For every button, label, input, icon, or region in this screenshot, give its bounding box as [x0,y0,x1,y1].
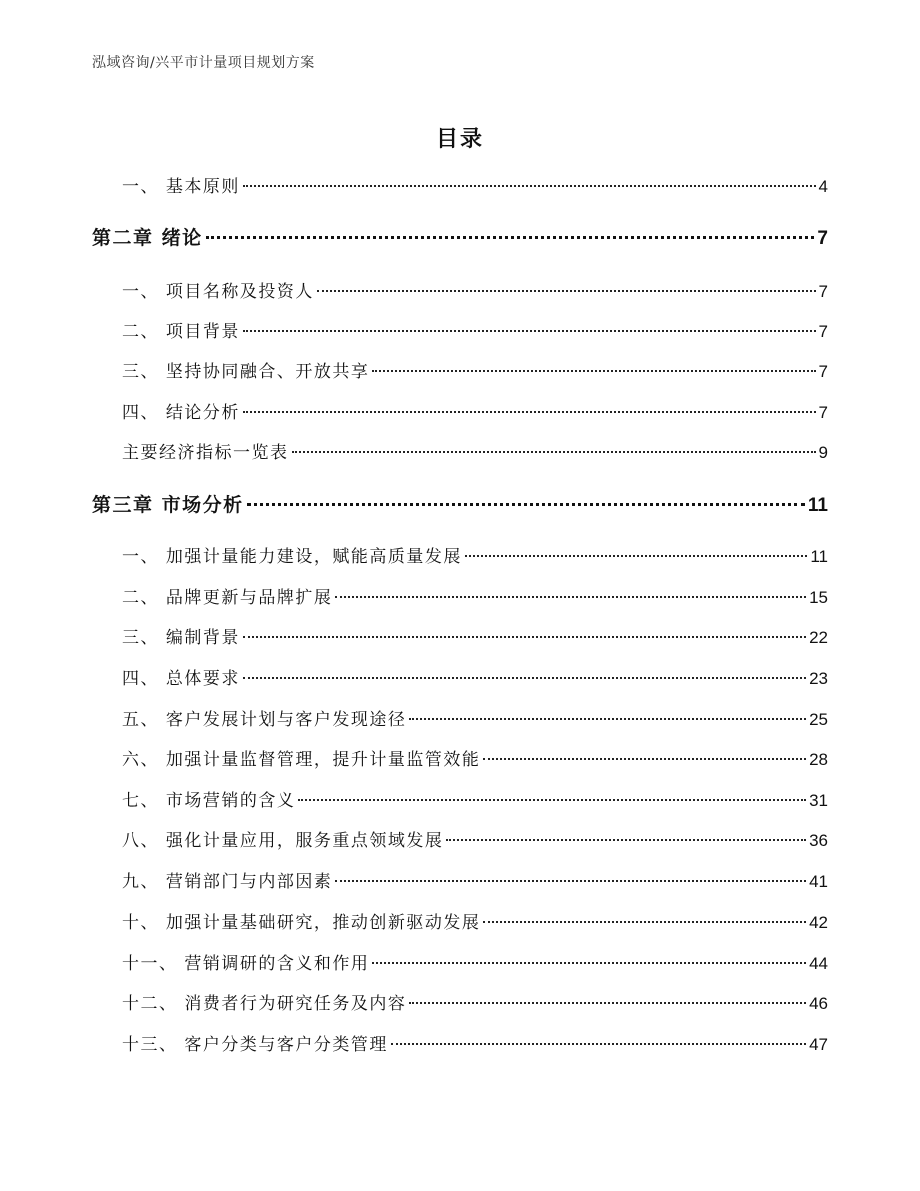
dot-leader [409,718,806,720]
toc-entry[interactable] [122,868,828,896]
toc-entry[interactable] [122,358,828,386]
dot-leader [247,503,805,506]
toc-entry-label: 二、 品牌更新与品牌扩展 [122,588,333,608]
dot-leader [243,677,806,679]
toc-entry-label: 第三章 市场分析 [92,494,244,516]
toc-entry-page: 25 [809,710,828,729]
toc-entry[interactable] [122,827,828,855]
dot-leader [483,921,806,923]
dot-leader [317,290,816,292]
toc-entry[interactable] [122,543,828,571]
toc-chapter-entry[interactable] [92,224,828,252]
dot-leader [483,758,806,760]
toc-entry-page: 11 [807,495,828,516]
dot-leader [243,185,816,187]
toc-entry-label: 主要经济指标一览表 [122,443,289,463]
toc-entry-label: 八、 强化计量应用，服务重点领域发展 [122,831,444,851]
toc-entry-page: 15 [809,588,828,607]
toc-entry-label: 三、 编制背景 [122,628,240,648]
toc-entry[interactable] [122,706,828,734]
toc-entry-label: 十三、 客户分类与客户分类管理 [122,1035,388,1055]
toc-entry-label: 十一、 营销调研的含义和作用 [122,954,370,974]
toc-entry-page: 7 [818,282,828,301]
toc-entry[interactable] [122,278,828,306]
toc-chapter-entry[interactable] [92,491,828,519]
toc-entry[interactable] [122,173,828,201]
dot-leader [206,236,815,239]
dot-leader [409,1002,806,1004]
toc-entry-page: 36 [809,831,828,850]
dot-leader [243,636,806,638]
toc-entry-label: 二、 项目背景 [122,322,240,342]
toc-entry-page: 44 [809,954,828,973]
running-header: 泓域咨询/兴平市计量项目规划方案 [92,55,315,71]
toc-entry-label: 一、 加强计量能力建设，赋能高质量发展 [122,547,462,567]
toc-entry-page: 41 [809,872,828,891]
dot-leader [465,555,807,557]
toc-entry[interactable] [122,665,828,693]
toc-entry-label: 五、 客户发展计划与客户发现途径 [122,710,407,730]
toc-entry-page: 7 [818,362,828,381]
toc-entry[interactable] [122,584,828,612]
toc-entry-label: 六、 加强计量监督管理，提升计量监管效能 [122,750,481,770]
toc-entry-label: 九、 营销部门与内部因素 [122,872,333,892]
toc-entry-label: 七、 市场营销的含义 [122,791,296,811]
toc-entry-page: 47 [809,1035,828,1054]
toc-entry-page: 46 [809,994,828,1013]
toc-entry-page: 9 [818,443,828,462]
toc-entry[interactable] [122,990,828,1018]
toc-entry-label: 第二章 绪论 [92,227,203,249]
dot-leader [292,451,816,453]
toc-entry-label: 十二、 消费者行为研究任务及内容 [122,994,407,1014]
toc-entry-page: 11 [810,547,828,566]
toc-title: 目录 [435,127,484,152]
dot-leader [335,596,806,598]
toc-entry[interactable] [122,624,828,652]
toc-entry-page: 42 [809,913,828,932]
toc-entry[interactable] [122,318,828,346]
toc-entry-page: 28 [809,750,828,769]
toc-entry-page: 7 [818,403,828,422]
toc-entry-label: 一、 基本原则 [122,177,240,197]
toc-entry-label: 十、 加强计量基础研究，推动创新驱动发展 [122,913,481,933]
dot-leader [446,839,806,841]
toc-entry[interactable] [122,1031,828,1059]
toc-entry-page: 22 [809,628,828,647]
toc-entry-label: 四、 总体要求 [122,669,240,689]
dot-leader [372,962,806,964]
dot-leader [243,330,816,332]
dot-leader [372,370,815,372]
toc-entry-page: 7 [817,228,828,249]
toc-entry-page: 23 [809,669,828,688]
toc-entry[interactable] [122,439,828,467]
toc-entry[interactable] [122,950,828,978]
toc-entry-page: 7 [818,322,828,341]
dot-leader [391,1043,806,1045]
toc-entry[interactable] [122,399,828,427]
toc-entry[interactable] [122,787,828,815]
toc-entry-label: 四、 结论分析 [122,403,240,423]
toc-entry-label: 三、 坚持协同融合、开放共享 [122,362,370,382]
toc-entry[interactable] [122,746,828,774]
dot-leader [335,880,806,882]
toc-entry-label: 一、 项目名称及投资人 [122,282,314,302]
toc-entry-page: 31 [809,791,828,810]
dot-leader [243,411,816,413]
dot-leader [298,799,806,801]
toc-entry-page: 4 [818,177,828,196]
toc-entry[interactable] [122,909,828,937]
